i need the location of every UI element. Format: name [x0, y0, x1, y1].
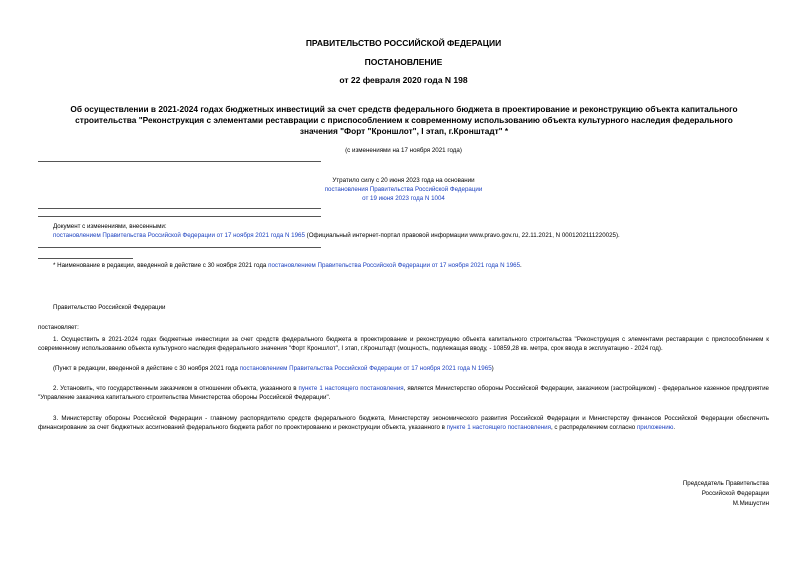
signature-position: Председатель Правительства: [682, 480, 769, 487]
document-type: ПОСТАНОВЛЕНИЕ: [364, 57, 443, 67]
p3-text-mid: , с распределением согласно: [550, 424, 637, 431]
note-end: ): [491, 365, 494, 372]
p3-text: 3. Министерству обороны Российской Федерации - главному распорядителю средств федерального бюджета, Министерству экономического развития Российской Федерации и Министерству финансов Российской Федерации обеспечить финансирование за счет бюджетных ассигнований федерального бюджета работ по проектированию и реконструкции объекта, указанного в: [38, 415, 769, 431]
p2-text: 2. Установить, что государственным заказчиком в отношении объекта, указанного в: [53, 385, 299, 392]
footnote-end: .: [520, 262, 522, 269]
repeal-text: Утратило силу с 20 июня 2023 года на основании: [332, 177, 475, 184]
footnote-divider: [38, 258, 133, 259]
note-link[interactable]: постановлением Правительства Российской Федерации от 17 ноября 2021 года N 1965: [239, 365, 492, 372]
repeal-link[interactable]: постановления Правительства Российской Федерации: [324, 186, 483, 193]
amendments-block: [53, 222, 773, 240]
note-text: (Пункт в редакции, введенной в действие с 30 ноября 2021 года: [53, 365, 240, 372]
issuer: Правительство Российской Федерации: [53, 304, 166, 311]
paragraph-2: [38, 384, 769, 402]
appendix-link[interactable]: приложению: [636, 424, 674, 431]
document-title: [38, 104, 770, 137]
divider: [38, 208, 321, 209]
decree-verb: постановляет:: [38, 324, 79, 331]
p2-text-end: , является Министерство обороны Российской Федерации, заказчиком (застройщиком) - федеральное казенное предприятие "Управление заказчика капитального строительства Министерства обороны Российской Федерации".: [38, 385, 769, 401]
amendment-link[interactable]: постановлением Правительства Российской Федерации от 17 ноября 2021 года N 1965: [53, 232, 305, 239]
repeal-notice: [0, 176, 807, 203]
amendment-source: (Официальный интернет-портал правовой информации www.pravo.gov.ru, 22.11.2021, N 0001202111220025).: [304, 232, 620, 239]
paragraph-1: 1. Осуществить в 2021-2024 годах бюджетные инвестиции за счет средств федерального бюджета в проектирование и реконструкцию объекта капитального строительства "Реконструкция с элементами реставрации с приспособлением к современному использованию объекта культурного наследия федерального значения "Форт Кроншлот", I этап, г.Кронштадт (мощность, подлежащая вводу, - 10859,28 кв. метра, срок ввода в эксплуатацию - 2024 год).: [38, 336, 769, 352]
paragraph-1-note: [53, 364, 769, 373]
footnote-link[interactable]: постановлением Правительства Российской Федерации от 17 ноября 2021 года N 1965: [268, 262, 521, 269]
p3-text-end: .: [673, 424, 676, 431]
p2-link[interactable]: пункте 1 настоящего постановления: [298, 385, 404, 392]
title-line: Об осуществлении в 2021-2024 годах бюджетных инвестиций за счет средств федерального бюджета в проектирование и реконструкцию объекта капитального: [70, 104, 738, 114]
repeal-link-date[interactable]: от 19 июня 2023 года N 1004: [362, 195, 445, 202]
document-date-number: от 22 февраля 2020 года N 198: [339, 75, 468, 85]
divider: [38, 161, 321, 162]
signature-name: М.Мишустин: [732, 500, 769, 507]
footnote: [53, 261, 773, 270]
paragraph-3: [38, 414, 769, 432]
government-heading: ПРАВИТЕЛЬСТВО РОССИЙСКОЙ ФЕДЕРАЦИИ: [305, 38, 502, 48]
divider: [38, 216, 321, 217]
title-line: строительства "Реконструкция с элементами реставрации с приспособлением к современному использованию объекта культурного наследия федерального: [75, 115, 733, 125]
divider: [38, 247, 321, 248]
amendments-label: Документ с изменениями, внесенными:: [53, 223, 167, 230]
title-line: значения "Форт "Кроншлот", I этап, г.Кронштадт" *: [299, 126, 509, 136]
signature-country: Российской Федерации: [701, 490, 769, 497]
edition-note: (с изменениями на 17 ноября 2021 года): [345, 147, 462, 154]
p3-link[interactable]: пункте 1 настоящего постановления: [446, 424, 551, 431]
footnote-text: * Наименование в редакции, введенной в действие с 30 ноября 2021 года: [53, 262, 269, 269]
signature-block: [683, 479, 769, 509]
